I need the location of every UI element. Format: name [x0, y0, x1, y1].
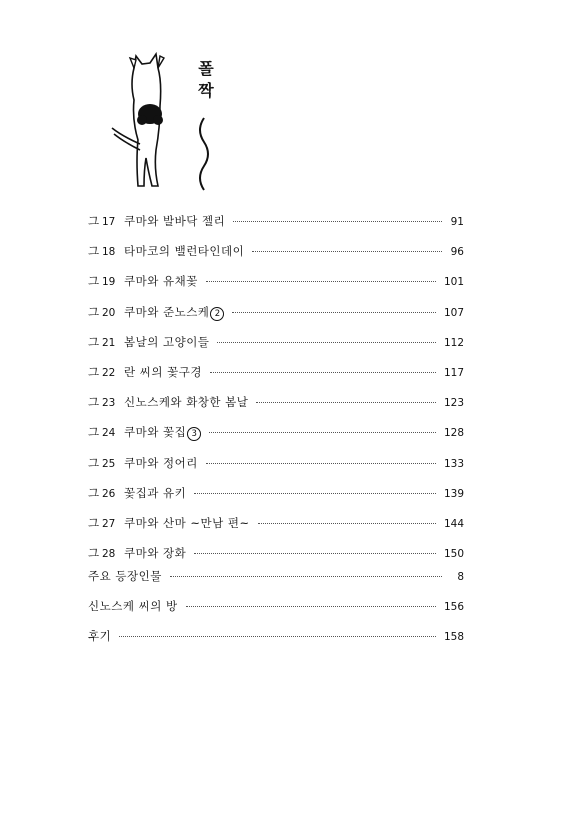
toc-extra-row[interactable]: [88, 568, 464, 598]
page-number: 150: [443, 548, 464, 561]
dot-leader: [194, 493, 436, 494]
dot-leader: [210, 372, 436, 373]
extra-title: 신노스케 씨의 방: [88, 599, 178, 614]
toc-extra-row[interactable]: [88, 598, 464, 628]
chapter-prefix: 그: [88, 304, 100, 319]
page-number: 112: [443, 336, 464, 349]
chapter-title: 신노스케와 화창한 봄날: [124, 395, 249, 410]
table-of-contents: [88, 213, 464, 575]
chapter-prefix: 그: [88, 485, 100, 500]
toc-row[interactable]: [88, 455, 464, 485]
page-number: 144: [443, 517, 464, 530]
chapter-title: 타마코의 밸런타인데이: [124, 244, 245, 259]
chapter-number: 20: [102, 306, 116, 319]
dot-leader: [258, 523, 436, 524]
chapter-title: 쿠마와 산마 ~만남 편~: [124, 515, 250, 530]
dot-leader: [170, 576, 442, 577]
chapter-title: 쿠마와 장화: [124, 546, 187, 561]
chapter-number: 22: [102, 366, 116, 379]
toc-row[interactable]: [88, 515, 464, 545]
page-number: 117: [443, 366, 464, 379]
page-number: 133: [443, 457, 464, 470]
dot-leader: [186, 606, 436, 607]
toc-row[interactable]: [88, 273, 464, 303]
page-number: 156: [443, 601, 464, 614]
chapter-title: 쿠마와 준노스케: [124, 304, 210, 319]
chapter-title: 란 씨의 꽃구경: [124, 364, 202, 379]
dot-leader: [233, 221, 442, 222]
toc-row[interactable]: [88, 243, 464, 273]
chapter-prefix: 그: [88, 546, 100, 561]
page-number: 8: [457, 571, 464, 583]
sfx-char-2: 짝: [198, 81, 214, 100]
page-number: 128: [443, 427, 464, 440]
chapter-prefix: 그: [88, 364, 100, 379]
chapter-prefix: 그: [88, 515, 100, 530]
chapter-number: 19: [102, 276, 116, 289]
dot-leader: [206, 281, 436, 282]
chapter-title: 쿠마와 발바닥 젤리: [124, 214, 226, 228]
chapter-number: 28: [102, 548, 116, 561]
chapter-prefix: 그: [88, 214, 100, 228]
toc-row[interactable]: [88, 213, 464, 243]
dot-leader: [206, 463, 436, 464]
toc-row[interactable]: [88, 334, 464, 364]
part-number-circle: 2: [210, 307, 224, 321]
page-number: 101: [443, 276, 464, 289]
toc-row[interactable]: [88, 364, 464, 394]
toc-row[interactable]: [88, 424, 464, 454]
page-number: 96: [450, 246, 464, 259]
chapter-number: 26: [102, 487, 116, 500]
toc-row[interactable]: [88, 304, 464, 334]
part-number-circle: 3: [187, 427, 201, 441]
toc-extra-row[interactable]: [88, 628, 464, 658]
toc-extras: [88, 568, 464, 659]
dot-leader: [209, 432, 436, 433]
toc-row[interactable]: [88, 394, 464, 424]
dot-leader: [119, 636, 436, 637]
dot-leader: [256, 402, 436, 403]
chapter-prefix: 그: [88, 395, 100, 410]
sfx-char-1: 폴: [198, 59, 214, 78]
toc-row[interactable]: [88, 485, 464, 515]
sfx-text: [196, 58, 216, 102]
chapter-number: 23: [102, 397, 116, 410]
chapter-title: 꽃집과 유키: [124, 485, 187, 500]
chapter-title: 봄날의 고양이들: [124, 334, 210, 349]
chapter-number: 27: [102, 517, 116, 530]
dot-leader: [232, 312, 436, 313]
chapter-number: 21: [102, 336, 116, 349]
chapter-title: 쿠마와 꽃집: [124, 425, 187, 440]
chapter-number: 25: [102, 457, 116, 470]
chapter-prefix: 그: [88, 334, 100, 349]
chapter-title: 쿠마와 정어리: [124, 455, 198, 470]
chapter-prefix: 그: [88, 274, 100, 289]
chapter-prefix: 그: [88, 244, 100, 259]
chapter-prefix: 그: [88, 425, 100, 440]
page-number: 91: [450, 216, 464, 228]
extra-title: 주요 등장인물: [88, 569, 162, 583]
dot-leader: [194, 553, 436, 554]
chapter-number: 17: [102, 216, 116, 228]
chapter-number: 18: [102, 246, 116, 259]
dot-leader: [252, 251, 442, 252]
dot-leader: [217, 342, 436, 343]
page-number: 158: [443, 631, 464, 644]
page-number: 107: [443, 306, 464, 319]
extra-title: 후기: [88, 629, 112, 644]
chapter-number: 24: [102, 427, 116, 440]
page-number: 139: [443, 487, 464, 500]
chapter-prefix: 그: [88, 455, 100, 470]
page-number: 123: [443, 397, 464, 410]
chapter-title: 쿠마와 유채꽃: [124, 274, 198, 289]
